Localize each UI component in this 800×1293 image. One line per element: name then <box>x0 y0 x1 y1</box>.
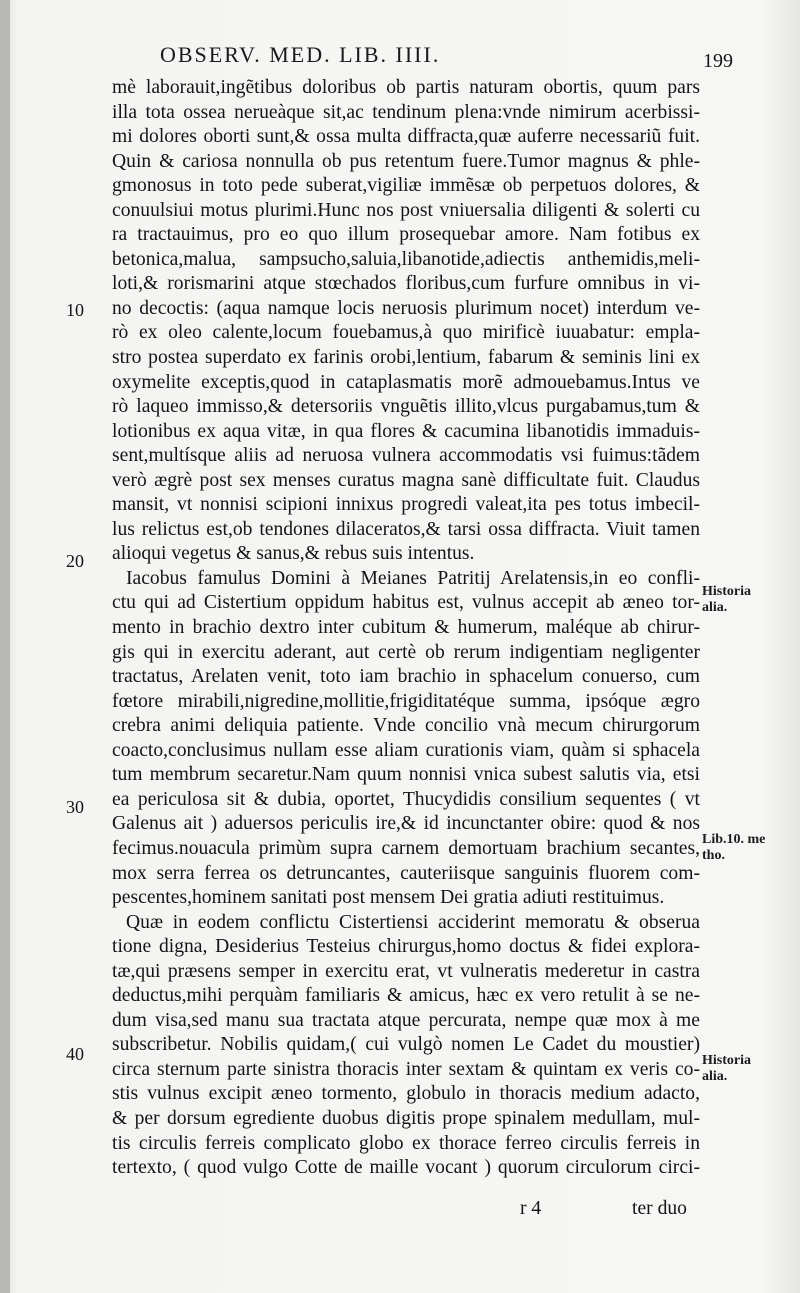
line-number-20: 20 <box>66 551 84 571</box>
text-line: gmonosus in toto pede suberat,vigiliæ immẽsæ ob perpetuos dolores, & <box>112 175 700 197</box>
text-line: mento in brachio dextro inter cubitum & humerum, maléque ab chirur- <box>112 617 700 639</box>
page-footer <box>112 1198 700 1222</box>
text-line: verò ægrè post sex menses curatus magna sanè difficultate fuit. Claudus <box>112 469 700 491</box>
text-line: lotionibus ex aqua vitæ, in qua flores & cacumina libanotidis immaduis- <box>112 420 700 442</box>
text-line: sent,multísque aliis ad neruosa vulnera accommodatis vsi fuimus:tãdem <box>112 445 700 467</box>
text-line: rò ex oleo calente,locum fouebamus,à quo mirificè iuuabatur: empla- <box>112 322 700 344</box>
text-line: tractatus, Arelaten venit, toto iam brachio in sphacelum conuerso, cum <box>112 666 700 688</box>
text-line: mansit, vt nonnisi scipioni innixus progredi valeat,ita pes totus imbecil- <box>112 494 700 516</box>
text-line: tum membrum secaretur.Nam quum nonnisi vnica subest salutis via, etsi <box>112 764 700 786</box>
text-line: oxymelite exceptis,quod in cataplasmatis morẽ admouebamus.Intus ve <box>112 371 700 393</box>
margin-note-lib <box>702 832 800 864</box>
text-line: ra tractauimus, pro eo quo illum prosequebar amore. Nam fotibus ex <box>112 224 700 246</box>
text-line: coacto,conclusimus nullam esse aliam curationis viam, quàm si sphacela <box>112 739 700 761</box>
text-line: mè laborauit,ingẽtibus doloribus ob partis naturam obortis, quum pars <box>112 77 700 98</box>
margin-note-historia-2 <box>702 1053 800 1085</box>
text-line: illa tota ossea nerueàque sit,ac tendinum plena:vnde nimirum acerbissi- <box>112 101 700 123</box>
margin-note-line: tho. <box>702 848 725 863</box>
text-line: loti,& rorismarini atque stœchados floribus,cum furfure omnibus in vi- <box>112 273 700 295</box>
text-line: & per dorsum egrediente duobus digitis prope spinalem medullam, mul- <box>112 1107 700 1129</box>
margin-note-historia <box>702 584 800 616</box>
text-line: fœtore mirabili,nigredine,mollitie,frigiditatéque summa, ipsóque ægro <box>112 690 700 712</box>
page-number: 199 <box>703 50 733 72</box>
text-line: tæ,qui præsens semper in exercitu erat, vt vulneratis mederetur in castra <box>112 960 700 982</box>
margin-note-line: Lib.10. me <box>702 832 766 847</box>
gutter-shadow <box>0 0 10 1293</box>
text-line: crebra animi deliquia patiente. Vnde concilio vnà mecum chirurgorum <box>112 715 700 737</box>
margin-note-line: Historia <box>702 1053 751 1068</box>
margin-note-line: alia. <box>702 1069 728 1084</box>
text-line: no decoctis: (aqua namque locis neruosis plurimum nocet) interdum ve- <box>112 297 700 319</box>
text-line: tertexto, ( quod vulgo Cotte de maille vocant ) quorum circulorum circi- <box>112 1157 700 1179</box>
line-number-30: 30 <box>66 797 84 817</box>
text-line: gis qui in exercitu aderant, aut certè ob rerum indigentiam negligenter <box>112 641 700 663</box>
text-line: stro postea superdato ex farinis orobi,lentium, fabarum & seminis lini ex <box>112 347 700 369</box>
text-line: Quæ in eodem conflictu Cistertiensi acciderint memoratu & obserua <box>126 911 700 933</box>
text-line: ea periculosa sit & dubia, oportet, Thucydidis consilium sequentes ( vt <box>112 788 700 810</box>
text-line: Galenus ait ) aduersos periculis ire,& id incunctanter obire: quod & nos <box>112 813 700 835</box>
catchword: ter duo <box>632 1198 687 1219</box>
running-title: OBSERV. MED. LIB. IIII. <box>160 42 441 67</box>
text-line: tis circulis ferreis complicato globo ex thorace ferreo circulis ferreis in <box>112 1132 700 1154</box>
text-line: mi dolores oborti sunt,& ossa multa diffracta,quæ auferre necessariũ fuit. <box>112 126 700 148</box>
body-text <box>112 76 700 1181</box>
text-line: alioqui vegetus & sanus,& rebus suis intentus. <box>112 543 475 565</box>
text-line: conuulsiui motus plurimi.Hunc nos post vniuersalia diligenti & solerti cu <box>112 199 700 221</box>
text-line: stis vulnus excipit æneo tormento, globulo in thoracis medium adacto, <box>112 1083 700 1105</box>
text-line: betonica,malua, sampsucho,saluia,libanotide,adiectis anthemidis,meli- <box>112 248 700 270</box>
text-line: tione digna, Desiderius Testeius chirurgus,homo doctus & fidei explora- <box>112 936 700 958</box>
line-number-10: 10 <box>66 300 84 320</box>
text-line: Iacobus famulus Domini à Meianes Patritij Arelatensis,in eo confli- <box>126 567 700 589</box>
text-line: lus relictus est,ob tendones dilaceratos,& tarsi ossa diffracta. Viuit tamen <box>112 518 700 540</box>
margin-note-line: alia. <box>702 600 728 615</box>
text-line: pescentes,hominem sanitati post mensem Dei gratia adiuti restituimus. <box>112 887 665 909</box>
text-line: mox serra ferrea os detruncantes, cauteriisque sanguinis fluorem com- <box>112 862 700 884</box>
text-line: deductus,mihi perquàm familiaris & amicus, hæc ex vero retulit à se ne- <box>112 985 700 1007</box>
text-line: ctu qui ad Cistertium oppidum habitus est, vulnus accepit ab æneo tor- <box>112 592 700 614</box>
signature-mark: r 4 <box>520 1198 542 1219</box>
text-line: circa sternum parte sinistra thoracis inter sextam & quintam ex veris co- <box>112 1058 700 1080</box>
text-line: fecimus.nouacula primùm supra carnem demortuam brachium secantes, <box>112 837 700 859</box>
text-line: rò laqueo immisso,& detersoriis vnguẽtis illito,vlcus purgabamus,tum & <box>112 396 700 418</box>
text-line: Quin & cariosa nonnulla ob pus retentum fuere.Tumor magnus & phle- <box>112 150 700 172</box>
line-number-40: 40 <box>66 1044 84 1064</box>
text-line: dum visa,sed manu sua tractata atque percurata, nempe quæ mox à me <box>112 1009 700 1031</box>
margin-note-line: Historia <box>702 584 751 599</box>
text-line: subscribetur. Nobilis quidam,( cui vulgò nomen Le Cadet du moustier) <box>112 1034 700 1056</box>
